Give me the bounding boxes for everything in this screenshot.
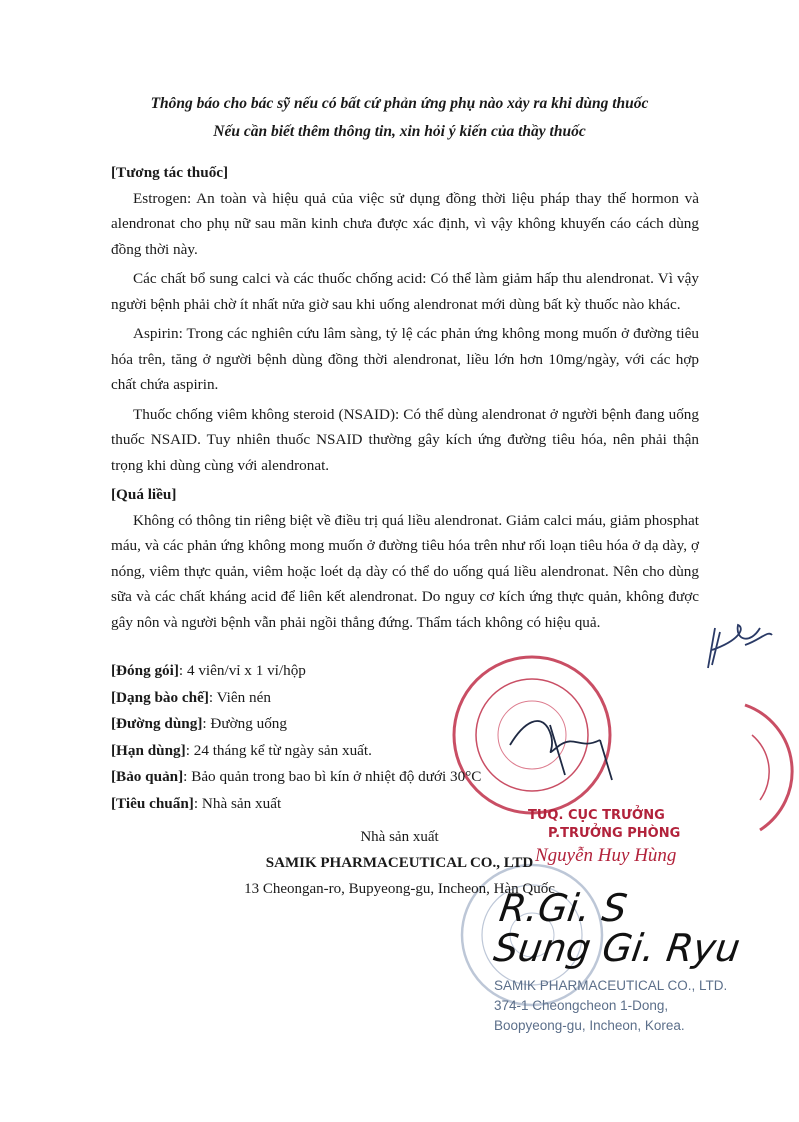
spec-value: : 24 tháng kể từ ngày sản xuất.	[185, 741, 372, 759]
approval-signer-name: Nguyễn Huy Hùng	[535, 845, 677, 866]
overdose-paragraph: Không có thông tin riêng biệt về điều trị quá liều alendronat. Giảm calci máu, giảm phosphat máu, và các phản ứng không mong muốn ở đường tiêu hóa trên như rối loạn tiêu hóa ở dạ dày, ợ nóng, viêm thực quản, viêm hoặc loét dạ dày có thể do uống quá liều alendronat. Nên cho dùng sữa và các chất kháng acid để liên kết alendronat. Do nguy cơ kích ứng thực quản, không được gây nôn và người bệnh vẫn phải ngồi thẳng đứng. Thẩm tách không có hiệu quả.	[111, 511, 699, 631]
spec-value: : Đường uống	[202, 715, 287, 733]
interaction-paragraph: Các chất bổ sung calci và các thuốc chống acid: Có thể làm giảm hấp thu alendronat. Vì vậy người bệnh phải chờ ít nhất nửa giờ sau khi uống alendronat mới dùng bất kỳ thuốc nào khác.	[111, 270, 699, 313]
spec-value: : 4 viên/vỉ x 1 vỉ/hộp	[178, 662, 306, 679]
notice-line-2: Nếu cần biết thêm thông tin, xin hỏi ý kiến của thầy thuốc	[213, 123, 586, 140]
manufacturer-label: Nhà sản xuất	[360, 829, 439, 845]
interaction-paragraph: Estrogen: An toàn và hiệu quả của việc sử dụng đồng thời liệu pháp thay thế hormon và alendronat cho phụ nữ sau mãn kinh chưa được xác định, vì vậy không khuyến cáo cách dùng đồng thời này.	[111, 189, 699, 258]
spec-row-dosage-form	[111, 685, 671, 712]
spec-row-packaging	[111, 658, 671, 685]
approval-line-1: TUQ. CỤC TRƯỞNG	[528, 808, 665, 823]
spec-label: [Tiêu chuẩn]	[111, 794, 194, 812]
spec-value: : Viên nén	[208, 688, 271, 706]
interaction-paragraph: Thuốc chống viêm không steroid (NSAID): Có thể dùng alendronat ở người bệnh đang uống thuốc NSAID. Tuy nhiên thuốc NSAID thường gây kích ứng đường tiêu hóa, nên phải thận trọng khi dùng cùng với alendronat.	[111, 405, 699, 474]
manufacturer-address: 13 Cheongan-ro, Bupyeong-gu, Incheon, Hàn Quốc	[244, 881, 555, 897]
signature-line-2: Sung Gi. Ryu	[491, 926, 743, 970]
signature-line-1: R.Gi. S	[496, 886, 630, 930]
spec-label: [Đường dùng]	[111, 715, 203, 733]
company-stamp-line-1: SAMIK PHARMACEUTICAL CO., LTD.	[494, 978, 728, 993]
overdose-heading: [Quá liều]	[111, 486, 177, 503]
spec-label: [Dạng bào chế]	[111, 688, 209, 706]
company-stamp-line-2: 374-1 Cheongcheon 1-Dong,	[494, 998, 669, 1013]
main-content	[111, 160, 699, 639]
specs-list	[111, 658, 671, 818]
approval-line-2: P.TRƯỞNG PHÒNG	[548, 826, 681, 841]
spec-row-storage	[111, 764, 671, 791]
margin-initials-icon	[708, 625, 772, 668]
notice-line-1: Thông báo cho bác sỹ nếu có bất cứ phản ứng phụ nào xảy ra khi dùng thuốc	[150, 95, 649, 112]
spec-value: : Bảo quản trong bao bì kín ở nhiệt độ dưới 30°C	[183, 768, 482, 786]
interactions-heading: [Tương tác thuốc]	[111, 164, 229, 181]
spec-label: [Bảo quản]	[111, 768, 184, 786]
interaction-paragraph: Aspirin: Trong các nghiên cứu lâm sàng, tỷ lệ các phản ứng không mong muốn ở đường tiêu hóa trên, tăng ở người bệnh dùng đồng thời alendronat, liều lớn hơn 10mg/ngày, với các hợp chất chứa aspirin.	[111, 325, 699, 393]
spec-label: [Hạn dùng]	[111, 741, 186, 759]
spec-label: [Đóng gói]	[111, 662, 179, 679]
handwritten-signature	[491, 888, 748, 968]
spec-row-expiry	[111, 738, 671, 765]
spec-row-route	[111, 711, 671, 738]
company-stamp-line-3: Boopyeong-gu, Incheon, Korea.	[494, 1018, 685, 1033]
spec-value: : Nhà sản xuất	[193, 794, 282, 812]
red-partial-stamp-icon	[745, 705, 792, 830]
manufacturer-name: SAMIK PHARMACEUTICAL CO., LTD	[265, 855, 534, 871]
